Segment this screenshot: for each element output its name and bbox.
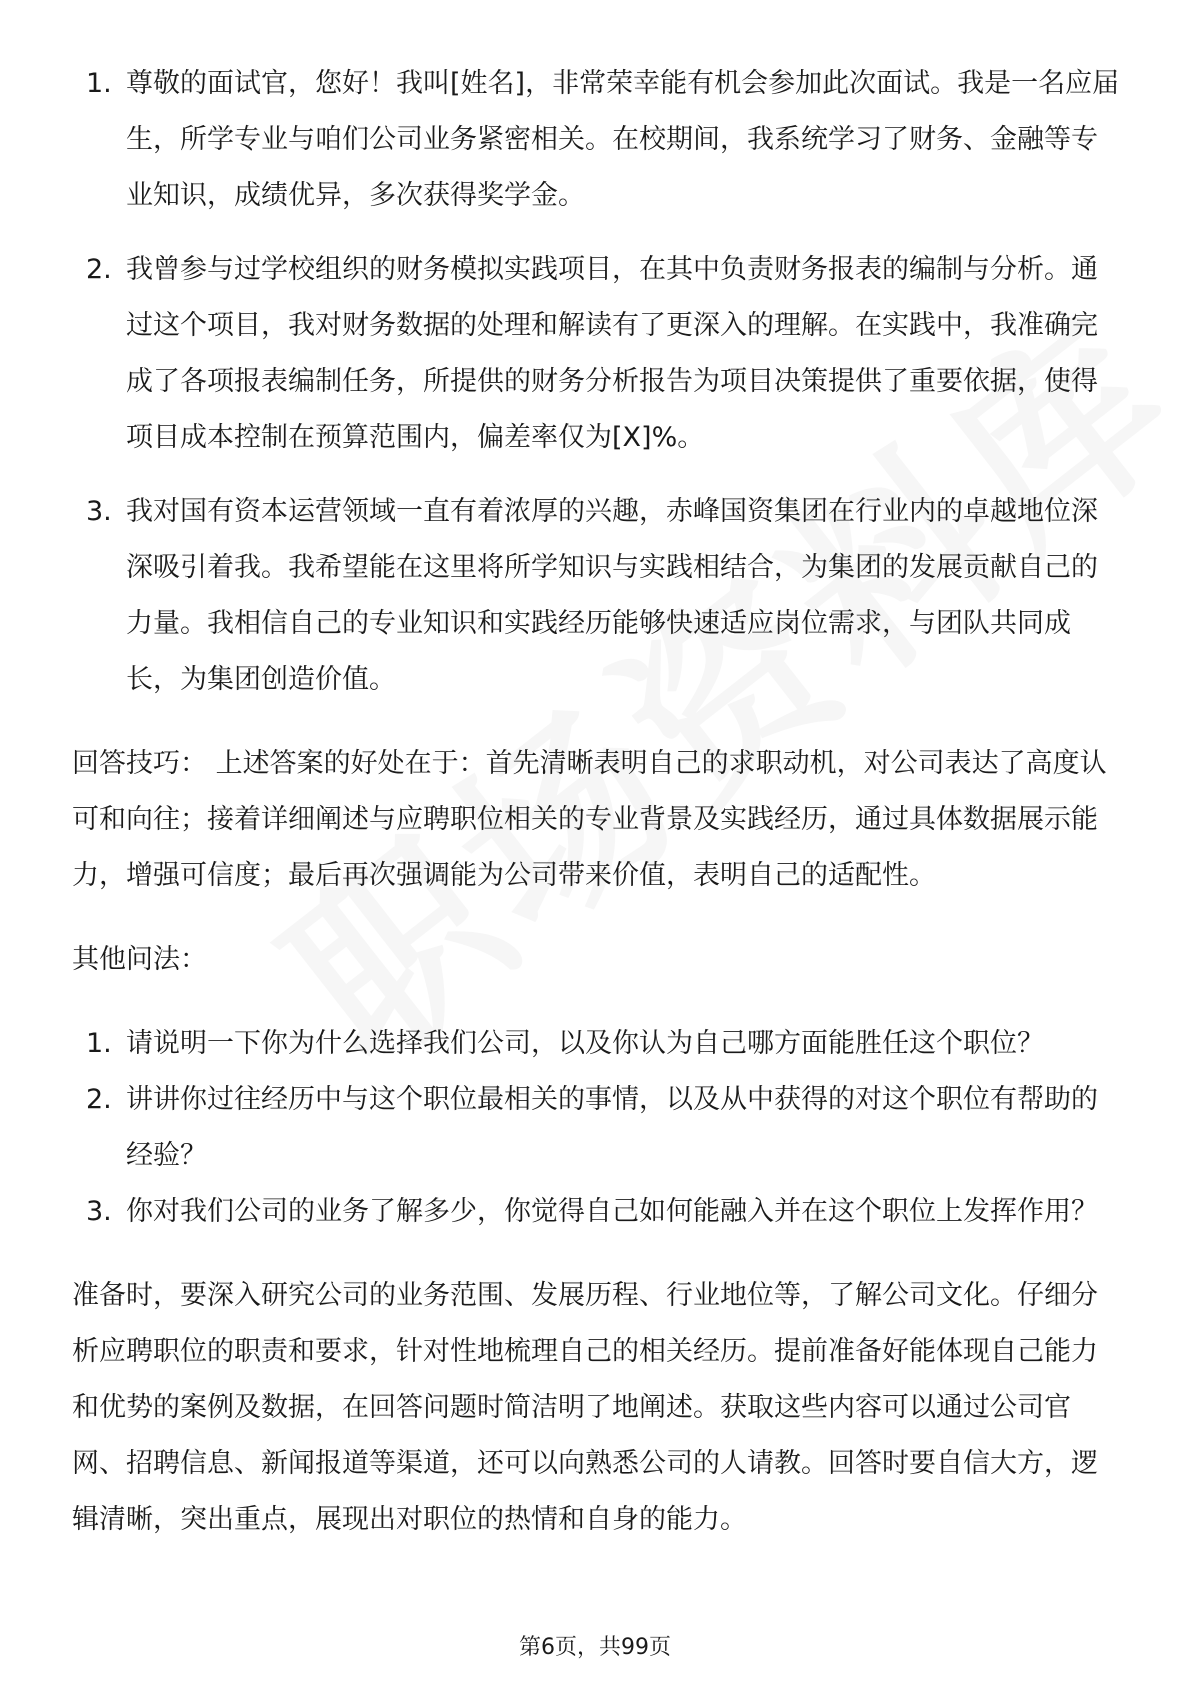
list-item <box>72 1016 1122 1072</box>
list-item-text: 尊敬的面试官，您好！我叫[姓名]，非常荣幸能有机会参加此次面试。我是一名应届生，所学专业与咱们公司业务紧密相关。在校期间，我系统学习了财务、金融等专业知识，成绩优异，多次获得奖学金。 <box>126 68 1120 211</box>
list-item <box>72 1072 1122 1184</box>
list-item <box>72 484 1122 708</box>
list-number: 3. <box>86 1196 112 1227</box>
list-item <box>72 242 1122 466</box>
list-number: 3. <box>86 496 112 527</box>
other-questions-heading: 其他问法： <box>72 944 207 975</box>
list-number: 1. <box>86 68 112 99</box>
list-number: 1. <box>86 1028 112 1059</box>
list-item <box>72 1184 1122 1240</box>
list-item-text: 请说明一下你为什么选择我们公司，以及你认为自己哪方面能胜任这个职位？ <box>126 1028 1044 1059</box>
list-item-text: 我曾参与过学校组织的财务模拟实践项目，在其中负责财务报表的编制与分析。通过这个项目，我对财务数据的处理和解读有了更深入的理解。在实践中，我准确完成了各项报表编制任务，所提供的财务分析报告为项目决策提供了重要依据，使得项目成本控制在预算范围内，偏差率仅为[X]%。 <box>126 254 1098 453</box>
list-item-text: 我对国有资本运营领域一直有着浓厚的兴趣，赤峰国资集团在行业内的卓越地位深深吸引着我。我希望能在这里将所学知识与实践相结合，为集团的发展贡献自己的力量。我相信自己的专业知识和实践经历能够快速适应岗位需求，与团队共同成长，为集团创造价值。 <box>126 496 1098 695</box>
answer-tips-paragraph: 回答技巧： 上述答案的好处在于：首先清晰表明自己的求职动机，对公司表达了高度认可和向往；接着详细阐述与应聘职位相关的专业背景及实践经历，通过具体数据展示能力，增强可信度；最后再次强调能为公司带来价值，表明自己的适配性。 <box>72 748 1107 891</box>
list-item <box>72 56 1122 224</box>
list-number: 2. <box>86 254 112 285</box>
list-item-text: 你对我们公司的业务了解多少，你觉得自己如何能融入并在这个职位上发挥作用？ <box>126 1196 1098 1227</box>
answer-list <box>72 56 1122 708</box>
list-number: 2. <box>86 1084 112 1115</box>
document-body <box>72 56 1122 1548</box>
page-number-footer: 第6页，共99页 <box>519 1635 671 1660</box>
preparation-paragraph: 准备时，要深入研究公司的业务范围、发展历程、行业地位等，了解公司文化。仔细分析应聘职位的职责和要求，针对性地梳理自己的相关经历。提前准备好能体现自己能力和优势的案例及数据，在回答问题时简洁明了地阐述。获取这些内容可以通过公司官网、招聘信息、新闻报道等渠道，还可以向熟悉公司的人请教。回答时要自信大方，逻辑清晰，突出重点，展现出对职位的热情和自身的能力。 <box>72 1280 1098 1535</box>
list-item-text: 讲讲你过往经历中与这个职位最相关的事情，以及从中获得的对这个职位有帮助的经验？ <box>126 1084 1098 1171</box>
other-questions-list <box>72 1016 1122 1240</box>
